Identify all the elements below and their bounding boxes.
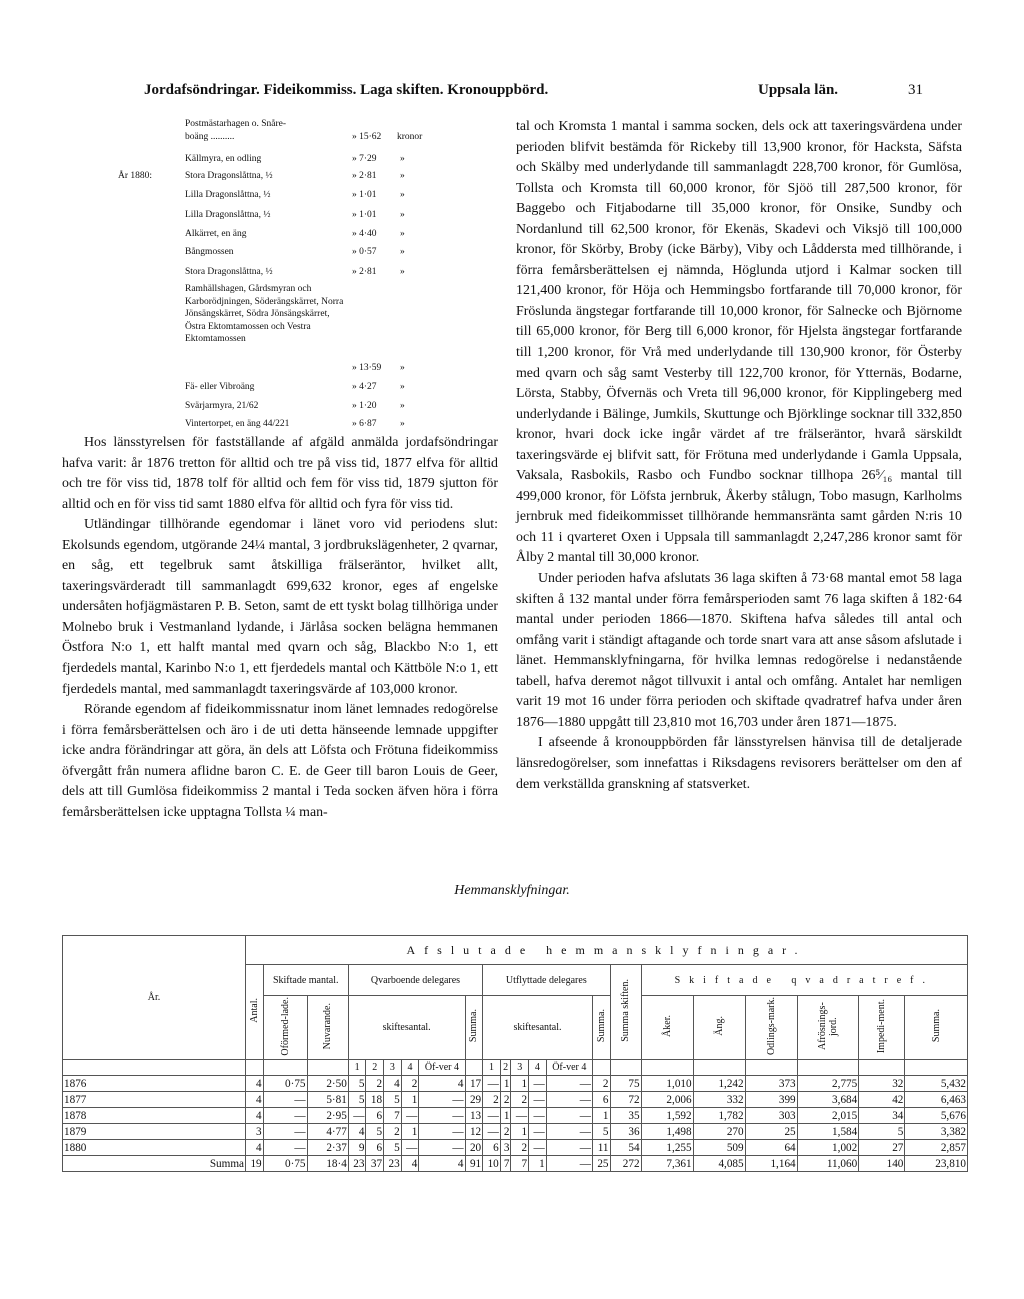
cell-q1: 4	[348, 1124, 366, 1140]
list-value: » 13·59	[352, 363, 382, 373]
list-item: Lilla Dragonslåttna, ½	[185, 210, 271, 220]
cell-nu: 2·50	[307, 1076, 348, 1092]
col-spacer	[246, 1060, 264, 1076]
summa2-header: Summa.	[905, 996, 968, 1060]
cell-u4: —	[529, 1140, 547, 1156]
afrosningsjord-header: Afrösnings-jord.	[797, 996, 859, 1060]
antal-header: Antal.	[246, 965, 264, 1060]
cell-u3: 1	[511, 1076, 529, 1092]
left-column-text	[62, 433, 498, 823]
cell-us: 2	[592, 1076, 610, 1092]
cell-u4: —	[529, 1124, 547, 1140]
col-spacer	[641, 1060, 693, 1076]
odlingsmark-header: Odlings-mark.	[745, 996, 797, 1060]
cell-aker: 1,255	[641, 1140, 693, 1156]
q-summa-header: Summa.	[465, 996, 483, 1060]
u-skiftesantal-header: skiftesantal.	[483, 996, 593, 1060]
cell-sk: 72	[610, 1092, 641, 1108]
cell-qs: 29	[465, 1092, 483, 1108]
list-item: Fä- eller Vibroäng	[185, 382, 255, 392]
sum-cell-sum: 23,810	[905, 1156, 968, 1172]
page-number: 31	[908, 82, 923, 98]
col-spacer	[859, 1060, 905, 1076]
sum-cell-sk: 272	[610, 1156, 641, 1172]
cell-aker: 1,010	[641, 1076, 693, 1092]
cell-ang: 1,242	[693, 1076, 745, 1092]
running-header: Jordafsöndringar. Fideikommiss. Laga skiften. Kronouppbörd.	[144, 82, 549, 98]
list-value: » 2·81	[352, 171, 377, 181]
list-unit: »	[400, 190, 405, 200]
sum-cell-odl: 1,164	[745, 1156, 797, 1172]
cell-q4: 2	[401, 1076, 419, 1092]
cell-ang: 509	[693, 1140, 745, 1156]
cell-q3: 2	[384, 1124, 402, 1140]
cell-u5: —	[546, 1124, 592, 1140]
list-unit: »	[400, 154, 405, 164]
cell-q2: 5	[366, 1124, 384, 1140]
cell-u3: 2	[511, 1140, 529, 1156]
u-col-over4: Öf-ver 4	[546, 1060, 592, 1076]
cell-q1: 9	[348, 1140, 366, 1156]
cell-u1: —	[483, 1108, 501, 1124]
cell-afr: 3,684	[797, 1092, 859, 1108]
cell-q2: 6	[366, 1140, 384, 1156]
sum-cell-q4: 4	[401, 1156, 419, 1172]
year-header: År.	[63, 936, 246, 1060]
ang-header: Äng.	[693, 996, 745, 1060]
cell-u2: 1	[500, 1108, 511, 1124]
hemmansklyfningar-table	[62, 935, 968, 1172]
cell-qs: 12	[465, 1124, 483, 1140]
sum-cell-imp: 140	[859, 1156, 905, 1172]
u-col-4: 4	[529, 1060, 547, 1076]
sum-cell-nu: 18·4	[307, 1156, 348, 1172]
cell-antal: 4	[246, 1092, 264, 1108]
paragraph-utlandingar: Utländingar tillhörande egendomar i länet voro vid periodens slut: Ekolsunds egendom, utgörande 24¼ mantal, 3 jordbrukslägenheter, 2 qvarnar, en såg, ett tegelbruk samt åtskilliga frälseräntor, hvilket allt, taxeringsvärderadt till sammanlagdt 699,632 kronor, eges af engelske undersåten hofjägmästaren P. B. Seton, samt de ett tyskt bolag tillhöriga under Molnebo bruk i Vestmanland lydande, i Järlåsa socken belägna hemmanen Östfora N:o 1, ett halft mantal med qvarn och såg, Blackbo N:o 1, ett fjerdedels mantal, Karinbo N:o 1, ett fjerdedels mantal och Kättböle N:o 1, ett fjerdedels mantal, med sammanlagdt taxeringsvärde af 103,000 kronor.	[62, 517, 498, 697]
cell-u5: —	[546, 1140, 592, 1156]
cell-u4: —	[529, 1076, 547, 1092]
cell-u1: —	[483, 1124, 501, 1140]
q-col-2: 2	[366, 1060, 384, 1076]
col-spacer	[693, 1060, 745, 1076]
cell-q4: 1	[401, 1124, 419, 1140]
col-spacer	[797, 1060, 859, 1076]
sum-cell-antal: 19	[246, 1156, 264, 1172]
list-value: » 4·40	[352, 229, 377, 239]
cell-us: 6	[592, 1092, 610, 1108]
cell-q5: —	[419, 1124, 465, 1140]
cell-q3: 5	[384, 1092, 402, 1108]
cell-of: 0·75	[263, 1076, 307, 1092]
cell-u5: —	[546, 1108, 592, 1124]
cell-q5: —	[419, 1092, 465, 1108]
list-value: » 2·81	[352, 267, 377, 277]
table-row	[63, 1092, 968, 1108]
cell-year: 1877	[63, 1092, 246, 1108]
utflyttade-header: Utflyttade delegares	[483, 965, 610, 996]
sum-cell-ang: 4,085	[693, 1156, 745, 1172]
cell-q5: 4	[419, 1076, 465, 1092]
cell-aker: 1,498	[641, 1124, 693, 1140]
cell-sum: 5,432	[905, 1076, 968, 1092]
u-col-1: 1	[483, 1060, 501, 1076]
qvarboende-header: Qvarboende delegares	[348, 965, 482, 996]
cell-antal: 4	[246, 1140, 264, 1156]
list-unit: »	[400, 363, 405, 373]
cell-q1: 5	[348, 1076, 366, 1092]
oformedlade-header: Oförmed-lade.	[263, 996, 307, 1060]
cell-imp: 42	[859, 1092, 905, 1108]
list-item: Bångmossen	[185, 247, 234, 257]
cell-q5: —	[419, 1140, 465, 1156]
cell-nu: 2·37	[307, 1140, 348, 1156]
list-value: » 15·62	[352, 132, 382, 142]
q-col-4: 4	[401, 1060, 419, 1076]
cell-u4: —	[529, 1108, 547, 1124]
col-spacer	[307, 1060, 348, 1076]
cell-u2: 2	[500, 1092, 511, 1108]
list-item: Stora Dragonslåttna, ½	[185, 267, 273, 277]
list-unit: »	[400, 171, 405, 181]
cell-us: 5	[592, 1124, 610, 1140]
cell-q2: 18	[366, 1092, 384, 1108]
cell-u2: 1	[500, 1076, 511, 1092]
cell-q1: 5	[348, 1092, 366, 1108]
cell-u1: —	[483, 1076, 501, 1092]
sum-row	[63, 1156, 968, 1172]
list-unit: »	[400, 419, 405, 429]
cell-q4: —	[401, 1140, 419, 1156]
table-row	[63, 1108, 968, 1124]
list-unit: »	[400, 229, 405, 239]
cell-of: —	[263, 1092, 307, 1108]
sum-cell-of: 0·75	[263, 1156, 307, 1172]
land-list	[0, 0, 520, 430]
cell-odl: 25	[745, 1124, 797, 1140]
cell-sum: 6,463	[905, 1092, 968, 1108]
cell-year: 1876	[63, 1076, 246, 1092]
list-item: Vintertorpet, en äng 44/221	[185, 419, 290, 429]
list-item-long: Ramhällshagen, Gårdsmyran och Karborödjningen, Söderängskärret, Norra Jönsängskärret, Södra Jönsängskärret, Östra Ektomtamossen och Vestra Ektomtamossen	[185, 284, 344, 345]
cell-aker: 2,006	[641, 1092, 693, 1108]
paragraph-fideikommiss: Rörande egendom af fideikommissnatur inom länet lemnades redogörelse i förra femårsberättelsen och äro i de uti detta hänseende lemnade uppgifter icke andra förändringar att göra, än dels att Löfsta och Frötuna fideikommiss öfvergått från numera aflidne baron C. E. de Geer till baron Louis de Geer, dels att till Gumlösa fideikommiss 2 mantal i Teda socken äfven höra i förra femårsberättelsen icke upptagna Tollsta ¼ man-	[62, 702, 498, 820]
sum-cell-u5: —	[546, 1156, 592, 1172]
cell-year: 1878	[63, 1108, 246, 1124]
cell-antal: 4	[246, 1108, 264, 1124]
col-spacer	[905, 1060, 968, 1076]
cell-afr: 2,015	[797, 1108, 859, 1124]
sum-cell-qs: 91	[465, 1156, 483, 1172]
cell-imp: 5	[859, 1124, 905, 1140]
right-column-text	[516, 117, 962, 795]
table-row	[63, 1076, 968, 1092]
cell-sk: 75	[610, 1076, 641, 1092]
list-item: Postmästarhagen o. Snåre-	[185, 119, 287, 129]
paragraph-taxeringsvarden: tal och Kromsta 1 mantal i samma socken, dels ock att taxeringsvärdena under perioden blifvit bestämda för Rickeby till 13,900 kronor, för Hackstа, Säfsta och Skälby med underlydande till sammanlagdt 228,700 kronor, för Gumlösa, Tollsta och Kromsta till 60,000 kronor, för Sjöö till 287,500 kronor, för Baggebo och Fitjabodarne till 35,000 kronor, för Onsike, Sundby och Nordanlund till 62,500 kronor, för Ekenäs, Skadevi och Viksjö till 100,000 kronor, för Skörby, Broby (icke Bärby), Viby och Lådderstа med tillhörande, i förra femårsberättelsen ej nämnda, Höglunda utjord i Kalmar socken till 121,400 kronor, för Höja och Hemmingsbo fortfarande till 70,000 kronor, för Fröslunda ängstegar fortfarande till 10,000 kronor, för Salnecke och Björnome till 65,000 kronor, för Berg till 6,000 kronor, för Hjelsta ängstegar fortfarande till 1,200 kronor, för Vrå med underlydande till 130,900 kronor, för Österby med qvarn och såg samt Vesterby till 122,700 kronor, för Ytternäs, Bodarne, Lörsta, Stabby, Öfvernäs och Vreta till 96,000 kronor, för Kipplingeberg med underlydande i Bälinge, Jumkils, Skuttunge och Björklinge socknar till 332,850 kronor, hvari dock icke ingår värdet af tre frälseräntor, hvarå särskildt taxeringsvärde ej blifvit satt, för Frötuna med underlydande i Gamla Uppsala, Vaksala, Rasbokils, Rasbo och Fundbo socknar tillhopa 26⁵⁄₁₆ mantal till 499,000 kronor, för Löfsta jernbruk, Åkerby stålugn, Tobo masugn, Karlholms jernbruk med fideikommisset tillhörande hemmansränta samt gården N:ris 10 och 11 i qvarteret Oxen i Uppsala till sammanlagdt 2,247,286 kronor samt för Ålby 2 mantal till 30,000 kronor.	[516, 119, 962, 566]
nuvarande-header: Nuvarande.	[307, 996, 348, 1060]
col-spacer	[610, 1060, 641, 1076]
list-value: » 0·57	[352, 247, 377, 257]
year-label: År 1880:	[118, 171, 153, 181]
list-value: » 4·27	[352, 382, 377, 392]
cell-us: 11	[592, 1140, 610, 1156]
list-item: Svärjarmyra, 21/62	[185, 401, 259, 411]
super-header: Afslutade hemmansklyfningar.	[246, 936, 968, 965]
list-item: Lilla Dragonslåttna, ½	[185, 190, 271, 200]
col-spacer	[465, 1060, 483, 1076]
sum-cell-aker: 7,361	[641, 1156, 693, 1172]
sum-cell-u1: 10	[483, 1156, 501, 1172]
cell-ang: 1,782	[693, 1108, 745, 1124]
table-row	[63, 1140, 968, 1156]
cell-u3: 2	[511, 1092, 529, 1108]
cell-u5: —	[546, 1092, 592, 1108]
cell-q3: 4	[384, 1076, 402, 1092]
cell-u1: 2	[483, 1092, 501, 1108]
sum-cell-u4: 1	[529, 1156, 547, 1172]
cell-q5: —	[419, 1108, 465, 1124]
sum-label: Summa	[63, 1156, 246, 1172]
cell-sum: 2,857	[905, 1140, 968, 1156]
cell-odl: 373	[745, 1076, 797, 1092]
skiftade-mantal-header: Skiftade mantal.	[263, 965, 348, 996]
sum-cell-q5: 4	[419, 1156, 465, 1172]
list-value: » 1·01	[352, 210, 377, 220]
list-item-cont: boäng ..........	[185, 132, 235, 142]
col-spacer	[263, 1060, 307, 1076]
cell-sum: 3,382	[905, 1124, 968, 1140]
cell-sum: 5,676	[905, 1108, 968, 1124]
list-unit: »	[400, 210, 405, 220]
cell-year: 1879	[63, 1124, 246, 1140]
cell-imp: 27	[859, 1140, 905, 1156]
cell-u3: 1	[511, 1124, 529, 1140]
cell-nu: 4·77	[307, 1124, 348, 1140]
list-value: » 7·29	[352, 154, 377, 164]
col-spacer	[592, 1060, 610, 1076]
cell-nu: 2·95	[307, 1108, 348, 1124]
list-value: » 1·20	[352, 401, 377, 411]
cell-ang: 332	[693, 1092, 745, 1108]
list-item: Källmyra, en odling	[185, 154, 262, 164]
cell-afr: 1,584	[797, 1124, 859, 1140]
cell-q1: —	[348, 1108, 366, 1124]
cell-q2: 2	[366, 1076, 384, 1092]
list-value: » 6·87	[352, 419, 377, 429]
list-value: » 1·01	[352, 190, 377, 200]
table-caption: Hemmansklyfningar.	[454, 883, 570, 898]
q-col-1: 1	[348, 1060, 366, 1076]
cell-qs: 17	[465, 1076, 483, 1092]
u-col-2: 2	[500, 1060, 511, 1076]
cell-u1: 6	[483, 1140, 501, 1156]
list-unit: »	[400, 267, 405, 277]
cell-imp: 32	[859, 1076, 905, 1092]
cell-u2: 3	[500, 1140, 511, 1156]
sum-cell-q1: 23	[348, 1156, 366, 1172]
summa-skiften-header: Summa skiften.	[610, 965, 641, 1060]
sum-cell-afr: 11,060	[797, 1156, 859, 1172]
cell-afr: 1,002	[797, 1140, 859, 1156]
cell-q3: 7	[384, 1108, 402, 1124]
u-col-3: 3	[511, 1060, 529, 1076]
cell-of: —	[263, 1108, 307, 1124]
skiftade-qvadratref-header: Skiftade qvadratref.	[641, 965, 967, 996]
cell-q2: 6	[366, 1108, 384, 1124]
cell-q3: 5	[384, 1140, 402, 1156]
cell-antal: 4	[246, 1076, 264, 1092]
list-item: Alkärret, en äng	[185, 229, 247, 239]
sum-cell-us: 25	[592, 1156, 610, 1172]
col-spacer	[63, 1060, 246, 1076]
cell-year: 1880	[63, 1140, 246, 1156]
paragraph-laga-skiften: Under perioden hafva afslutats 36 laga skiften å 73·68 mantal emot 58 laga skiften å 132 mantal under förra femårsperioden samt 76 laga skiften å 182·64 mantal under perioden 1866—1870. Skiftena hafva således till antal och omfång varit i ständigt aftagande och torde snart vara att anse såsom afslutade i länet. Hemmansklyfningarna, för hvilka lemnas redogörelse i nedanstående tabell, hafva deremot något tillvuxit i antal och omfång. Antalet har nemligen varit 19 mot 16 under förra perioden och skiftade qvadratref hafva under åren 1876—1880 uppgått till 23,810 mot 16,703 under åren 1871—1875.	[516, 571, 962, 730]
paragraph-jordafsondringar: Hos länsstyrelsen för fastställande af afgäld anmälda jordafsöndringar hafva varit: år 1876 tretton för alltid och tre på viss tid, 1877 elfva för alltid och tre för viss tid, 1878 tolf för alltid och fem för viss tid, 1879 sjutton för alltid och en för viss tid samt 1880 elfva för alltid och fyra för viss tid.	[62, 435, 498, 512]
u-summa-header: Summa.	[592, 996, 610, 1060]
cell-u4: —	[529, 1092, 547, 1108]
table-row	[63, 1124, 968, 1140]
cell-u2: 2	[500, 1124, 511, 1140]
paragraph-kronouppbord: I afseende å kronouppbörden får länsstyrelsen hänvisa till de detaljerade länsredogörelser, som innefattas i Riksdagens revisorers berättelser om den af dem verkställda granskning af statsverket.	[516, 735, 962, 792]
cell-sk: 54	[610, 1140, 641, 1156]
list-unit: »	[400, 247, 405, 257]
list-unit: kronor	[397, 132, 423, 142]
list-unit: »	[400, 401, 405, 411]
list-unit: »	[400, 382, 405, 392]
q-skiftesantal-header: skiftesantal.	[348, 996, 465, 1060]
q-col-3: 3	[384, 1060, 402, 1076]
cell-nu: 5·81	[307, 1092, 348, 1108]
cell-odl: 399	[745, 1092, 797, 1108]
list-item: Stora Dragonslåttna, ½	[185, 171, 273, 181]
cell-odl: 64	[745, 1140, 797, 1156]
sum-cell-u2: 7	[500, 1156, 511, 1172]
cell-q4: —	[401, 1108, 419, 1124]
cell-antal: 3	[246, 1124, 264, 1140]
cell-q4: 1	[401, 1092, 419, 1108]
cell-sk: 35	[610, 1108, 641, 1124]
sum-cell-u3: 7	[511, 1156, 529, 1172]
cell-u5: —	[546, 1076, 592, 1092]
cell-aker: 1,592	[641, 1108, 693, 1124]
cell-qs: 13	[465, 1108, 483, 1124]
aker-header: Åker.	[641, 996, 693, 1060]
cell-qs: 20	[465, 1140, 483, 1156]
sum-cell-q3: 23	[384, 1156, 402, 1172]
sum-cell-q2: 37	[366, 1156, 384, 1172]
cell-of: —	[263, 1140, 307, 1156]
cell-afr: 2,775	[797, 1076, 859, 1092]
cell-of: —	[263, 1124, 307, 1140]
cell-u3: —	[511, 1108, 529, 1124]
impediment-header: Impedi-ment.	[859, 996, 905, 1060]
col-spacer	[745, 1060, 797, 1076]
q-col-over4: Öf-ver 4	[419, 1060, 465, 1076]
county-header: Uppsala län.	[758, 82, 839, 98]
cell-imp: 34	[859, 1108, 905, 1124]
cell-us: 1	[592, 1108, 610, 1124]
cell-sk: 36	[610, 1124, 641, 1140]
cell-odl: 303	[745, 1108, 797, 1124]
cell-ang: 270	[693, 1124, 745, 1140]
